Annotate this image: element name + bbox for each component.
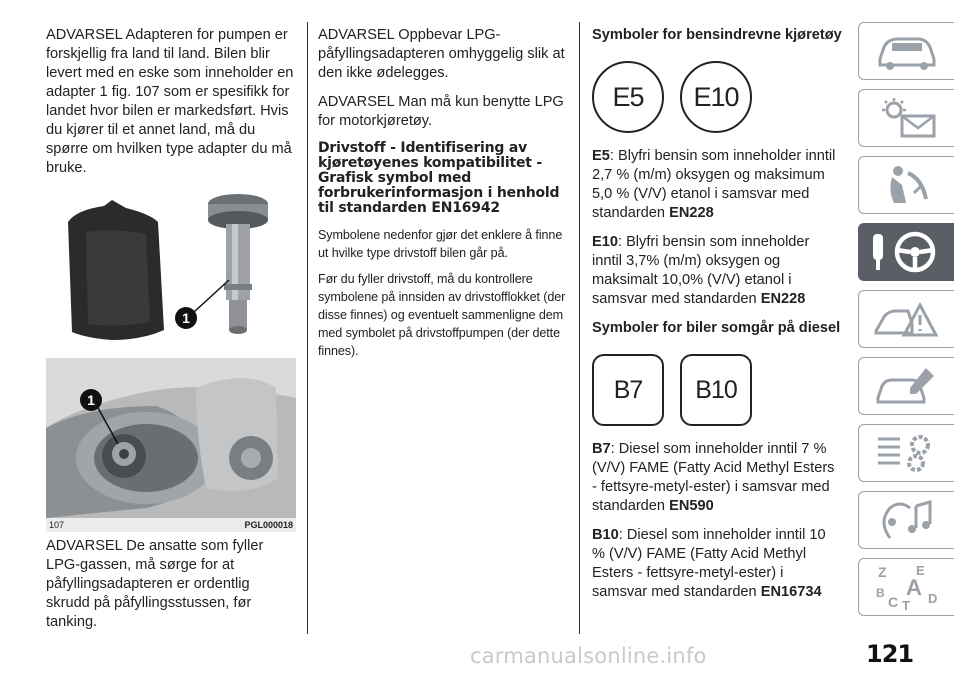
tab-emergency[interactable] <box>858 290 954 348</box>
car-service-icon <box>872 364 942 408</box>
column-right <box>592 26 842 612</box>
section-heading-fuel: Drivstoff - Identifisering av kjøretøyenes kompatibilitet - Grafisk symbol med forbrukerinformasjon i henhold til standarden EN16942 <box>318 140 560 216</box>
badge-e5: E5 <box>592 61 664 133</box>
gears-specs-icon <box>872 431 942 475</box>
warning-lights-icon <box>872 96 942 140</box>
tab-car-overview[interactable] <box>858 22 954 80</box>
badge-b10: B10 <box>680 354 752 426</box>
tab-safety[interactable] <box>858 156 954 214</box>
steering-wheel-key-icon <box>867 228 947 276</box>
accident-warning-icon <box>872 297 942 341</box>
index-letter-t: T <box>901 598 910 611</box>
column-left <box>46 26 296 642</box>
warning-store-adapter-text: ADVARSEL Oppbevar LPG-påfyllingsadapteren omhyggelig slik at den ikke ødelegges. <box>318 27 565 81</box>
column-divider-2 <box>579 22 580 634</box>
figure-107 <box>46 192 296 530</box>
warning-filling-text: ADVARSEL De ansatte som fyller LPG-gassen, må sørge for at påfyllingsadapteren er ordentlig skrudd på påfyllingsstussen, før tanking. <box>46 538 264 630</box>
index-letter-a: A <box>905 575 922 600</box>
car-outline-icon <box>872 29 942 73</box>
diesel-symbols-title: Symboler for biler somgår på diesel <box>592 320 841 336</box>
column-divider-1 <box>307 22 308 634</box>
b7-text: : Diesel som inneholder inntil 7 % (V/V) FAME (Fatty Acid Methyl Esters - fettsyre-metyl-ester) i samsvar med standarden <box>592 441 835 514</box>
petrol-badges <box>592 61 842 133</box>
warning-lpg-only-text: ADVARSEL Man må kun benytte LPG for motorkjøretøy. <box>318 94 564 129</box>
tab-multimedia[interactable] <box>858 491 954 549</box>
tab-technical-data[interactable] <box>858 424 954 482</box>
tab-starting-driving[interactable] <box>858 223 954 281</box>
tab-warning-lights[interactable] <box>858 89 954 147</box>
chapter-sidebar <box>858 22 958 625</box>
b10-text: : Diesel som inneholder inntil 10 % (V/V) FAME (Fatty Acid Methyl Esters - fettsyre-metyl-ester) i samsvar med standarden <box>592 527 826 600</box>
watermark: carmanualsonline.info <box>470 644 707 668</box>
tab-maintenance[interactable] <box>858 357 954 415</box>
filler-neck-photo <box>46 358 296 518</box>
diesel-badges <box>592 354 842 426</box>
index-letter-c: C <box>887 594 898 610</box>
e10-text: : Blyfri bensin som inneholder inntil 3,7% (m/m) oksygen og maksimalt 10,0% (V/V) etanol i samsvar med standarden <box>592 234 810 307</box>
symbols-check-text: Før du fyller drivstoff, må du kontrollere symbolene på innsiden av drivstofflokket (der disse finnes) og eventuelt sammenligne dem med symbolet på drivstoffpumpen (der dette finnes). <box>318 272 566 358</box>
tab-index[interactable] <box>858 558 954 616</box>
callout-1-top: 1 <box>182 310 190 326</box>
petrol-symbols-title: Symboler for bensindrevne kjøretøy <box>592 27 842 43</box>
badge-e10: E10 <box>680 61 752 133</box>
figure-caption <box>46 518 296 532</box>
index-letter-d: D <box>927 591 937 606</box>
multimedia-icon <box>872 498 942 542</box>
e10-description <box>592 233 842 309</box>
warning-adapter-text: ADVARSEL Adapteren for pumpen er forskjellig fra land til land. Bilen blir levert med en eske som inneholder en adapter 1 fig. 107 som er spesifikk for landet hvor bilen er markedsført. Hvis du kjører til et annet land, må du spørre om hvilken type adapter du må bruke. <box>46 27 294 176</box>
column-middle <box>318 26 566 368</box>
index-letter-e: E <box>915 563 925 578</box>
b7-standard: EN590 <box>669 498 714 514</box>
badge-b7: B7 <box>592 354 664 426</box>
e10-standard: EN228 <box>760 291 806 307</box>
e5-text: : Blyfri bensin som inneholder inntil 2,7 % (m/m) oksygen og maksimum 5,0 % (V/V) etanol i samsvar med standarden <box>592 148 836 221</box>
b7-label: B7 <box>592 441 611 457</box>
callout-1-bottom: 1 <box>87 392 95 408</box>
symbols-intro-text: Symbolene nedenfor gjør det enklere å finne ut hvilke type drivstoff bilen går på. <box>318 228 563 260</box>
figure-code: PGL000018 <box>244 520 293 530</box>
index-letter-z: Z <box>877 564 887 580</box>
e5-description <box>592 147 842 223</box>
index-letter-b: B <box>875 586 885 600</box>
e10-label: E10 <box>592 234 618 250</box>
figure-number: 107 <box>49 520 65 530</box>
airbag-seat-icon <box>872 163 942 207</box>
page-number: 121 <box>866 640 914 668</box>
e5-standard: EN228 <box>669 205 714 221</box>
b10-description <box>592 526 842 602</box>
b10-standard: EN16734 <box>760 584 822 600</box>
adapter-photo <box>46 192 296 350</box>
alphabetical-index-icon <box>872 563 942 611</box>
e5-label: E5 <box>592 148 610 164</box>
b7-description <box>592 440 842 516</box>
b10-label: B10 <box>592 527 619 543</box>
